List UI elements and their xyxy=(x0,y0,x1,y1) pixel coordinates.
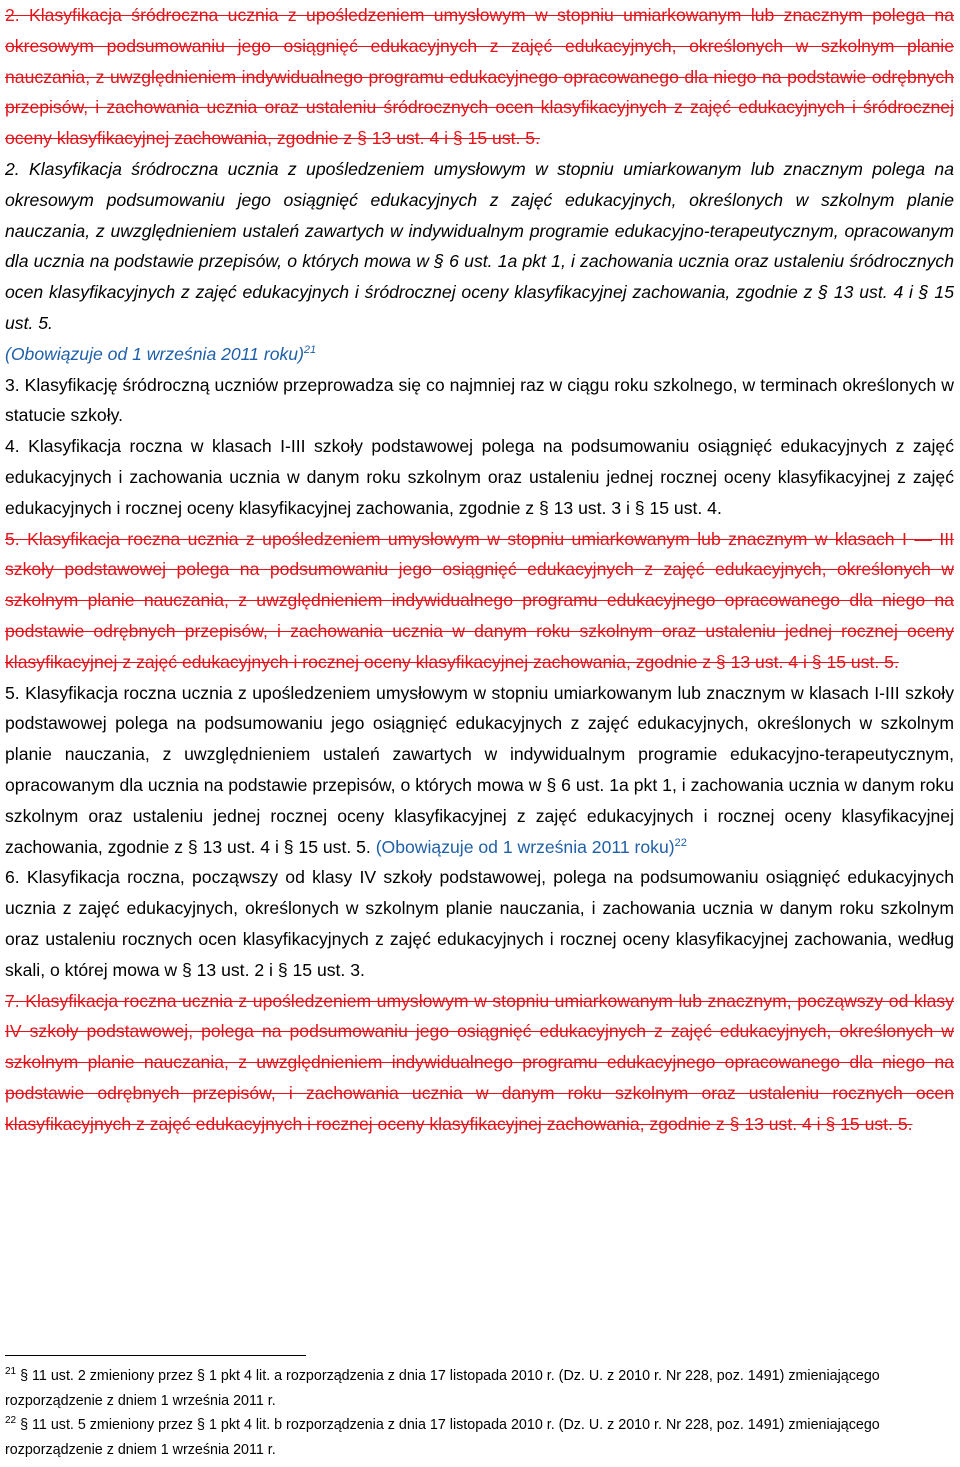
footnote-22 xyxy=(5,1413,954,1462)
paragraph-6: 6. Klasyfikacja roczna, począwszy od klasy IV szkoły podstawowej, polega na podsumowaniu osiągnięć edukacyjnych ucznia z zajęć edukacyjnych, określonych w szkolnym planie nauczania, i zachowania ucznia w danym roku szkolnym oraz ustaleniu rocznych ocen klasyfikacyjnych z zajęć edukacyjnych i rocznej oceny klasyfikacyjnej zachowania, według skali, o której mowa w § 13 ust. 2 i § 15 ust. 3. xyxy=(5,867,954,980)
paragraph-5-deleted: 5. Klasyfikacja roczna ucznia z upośledzeniem umysłowym w stopniu umiarkowanym lub znacznym w klasach I — III szkoły podstawowej polega na podsumowaniu jego osiągnięć edukacyjnych z zajęć edukacyjnych, określonych w szkolnym planie nauczania, z uwzględnieniem indywidualnego programu edukacyjnego opracowanego dla niego na podstawie odrębnych przepisów, i zachowania ucznia w danym roku szkolnym oraz ustaleniu jednej rocznej oceny klasyfikacyjnej z zajęć edukacyjnych i rocznej oceny klasyfikacyjnej zachowania, zgodnie z § 13 ust. 4 i § 15 ust. 5. xyxy=(5,528,954,672)
effective-date-note-22 xyxy=(376,837,687,857)
footnote-text: § 11 ust. 2 zmieniony przez § 1 pkt 4 lit. a rozporządzenia z dnia 17 listopada 2010 r. (Dz. U. z 2010 r. Nr 228, poz. 1491) zmieniającego rozporządzenie z dniem 1 września 2011 r. xyxy=(5,1368,880,1409)
footnote-separator xyxy=(5,1355,306,1356)
paragraph-4: 4. Klasyfikacja roczna w klasach I-III szkoły podstawowej polega na podsumowaniu osiągnięć edukacyjnych z zajęć edukacyjnych i zachowania ucznia w danym roku szkolnym oraz ustaleniu jednej rocznej oceny klasyfikacyjnej z zajęć edukacyjnych i rocznej oceny klasyfikacyjnej zachowania, zgodnie z § 13 ust. 3 i § 15 ust. 4. xyxy=(5,436,954,518)
footnote-ref-22[interactable]: 22 xyxy=(674,836,687,849)
footnote-text: § 11 ust. 5 zmieniony przez § 1 pkt 4 lit. b rozporządzenia z dnia 17 listopada 2010 r. (Dz. U. z 2010 r. Nr 228, poz. 1491) zmieniającego rozporządzenie z dniem 1 września 2011 r. xyxy=(5,1417,880,1458)
effective-date-note-22-text: (Obowiązuje od 1 września 2011 roku) xyxy=(375,836,675,857)
paragraph-2-amended xyxy=(5,154,954,370)
paragraph-5-amended xyxy=(5,678,954,863)
paragraph-2-deleted: 2. Klasyfikacja śródroczna ucznia z upośledzeniem umysłowym w stopniu umiarkowanym lub znacznym polega na okresowym podsumowaniu jego osiągnięć edukacyjnych z zajęć edukacyjnych, określonych w szkolnym planie nauczania, z uwzględnieniem indywidualnego programu edukacyjnego opracowanego dla niego na podstawie odrębnych przepisów, i zachowania ucznia oraz ustaleniu śródrocznych ocen klasyfikacyjnych z zajęć edukacyjnych i śródrocznej oceny klasyfikacyjnej zachowania, zgodnie z § 13 ust. 4 i § 15 ust. 5. xyxy=(5,5,954,149)
footnotes-section xyxy=(5,1355,954,1462)
paragraph-2-amended-text: 2. Klasyfikacja śródroczna ucznia z upośledzeniem umysłowym w stopniu umiarkowanym lub znacznym polega na okresowym podsumowaniu jego osiągnięć edukacyjnych z zajęć edukacyjnych, określonych w szkolnym planie nauczania, z uwzględnieniem ustaleń zawartych w indywidualnym programie edukacyjno-terapeutycznym, opracowanym dla ucznia na podstawie przepisów, o których mowa w § 6 ust. 1a pkt 1, i zachowania ucznia oraz ustaleniu śródrocznych ocen klasyfikacyjnych z zajęć edukacyjnych i śródrocznej oceny klasyfikacyjnej zachowania, zgodnie z § 13 ust. 4 i § 15 ust. 5. xyxy=(5,158,954,333)
footnote-number: 21 xyxy=(5,1366,17,1378)
paragraph-5-amended-text: 5. Klasyfikacja roczna ucznia z upośledzeniem umysłowym w stopniu umiarkowanym lub znacznym w klasach I-III szkoły podstawowej polega na podsumowaniu jego osiągnięć edukacyjnych z zajęć edukacyjnych, określonych w szkolnym planie nauczania, z uwzględnieniem ustaleń zawartych w indywidualnym programie edukacyjno-terapeutycznym, opracowanym dla ucznia na podstawie przepisów, o których mowa w § 6 ust. 1a pkt 1, i zachowania ucznia w danym roku szkolnym oraz ustaleniu jednej rocznej oceny klasyfikacyjnej z zajęć edukacyjnych i rocznej oceny klasyfikacyjnej zachowania, zgodnie z § 13 ust. 4 i § 15 ust. 5. xyxy=(5,682,954,857)
footnote-ref-21[interactable]: 21 xyxy=(303,343,317,356)
footnote-number: 22 xyxy=(5,1415,17,1427)
footnote-21 xyxy=(5,1364,954,1413)
paragraph-7-deleted: 7. Klasyfikacja roczna ucznia z upośledzeniem umysłowym w stopniu umiarkowanym lub znacznym, począwszy od klasy IV szkoły podstawowej, polega na podsumowaniu jego osiągnięć edukacyjnych z zajęć edukacyjnych, określonych w szkolnym planie nauczania, z uwzględnieniem indywidualnego programu edukacyjnego opracowanego dla niego na podstawie odrębnych przepisów, i zachowania ucznia w danym roku szkolnym oraz ustaleniu rocznych ocen klasyfikacyjnych z zajęć edukacyjnych i rocznej oceny klasyfikacyjnej zachowania, zgodnie z § 13 ust. 4 i § 15 ust. 5. xyxy=(5,990,954,1134)
paragraph-3: 3. Klasyfikację śródroczną uczniów przeprowadza się co najmniej raz w ciągu roku szkolnego, w terminach określonych w statucie szkoły. xyxy=(5,374,954,426)
effective-date-note-21 xyxy=(5,344,316,364)
effective-date-note-21-text: (Obowiązuje od 1 września 2011 roku) xyxy=(5,343,304,364)
